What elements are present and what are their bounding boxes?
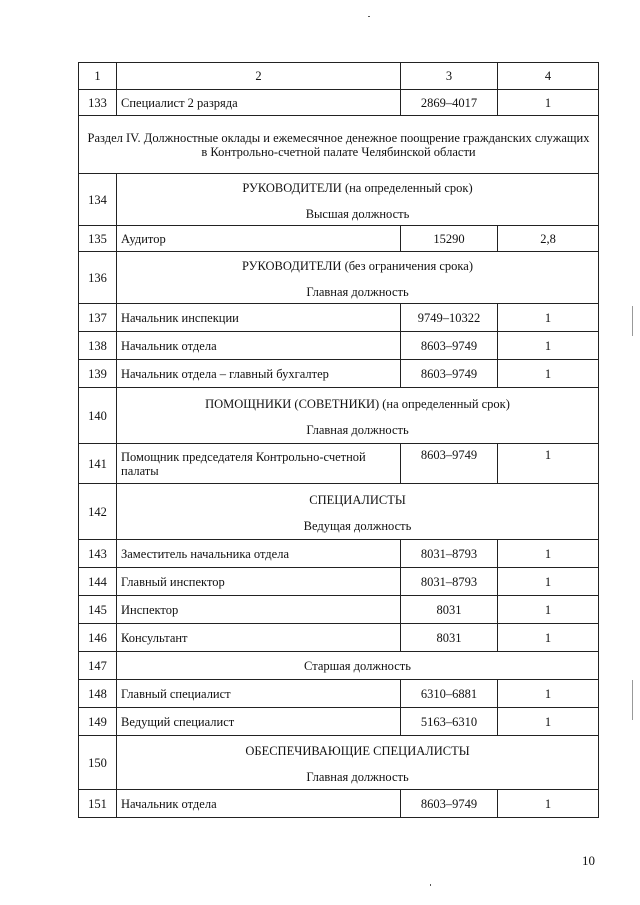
coefficient: 1 — [498, 790, 599, 818]
group-row — [79, 484, 599, 540]
row-number: 133 — [79, 90, 117, 116]
row-number: 150 — [79, 736, 117, 790]
position-name: Главный специалист — [117, 680, 401, 708]
group-title: СПЕЦИАЛИСТЫ — [309, 492, 406, 507]
table-row — [79, 790, 599, 818]
section-row — [79, 116, 599, 174]
salary-range: 5163–6310 — [401, 708, 498, 736]
scan-speck — [632, 680, 633, 720]
table-row — [79, 680, 599, 708]
row-number: 147 — [79, 652, 117, 680]
row-number: 142 — [79, 484, 117, 540]
salary-range: 8603–9749 — [401, 444, 498, 484]
group-row — [79, 252, 599, 304]
section-title: Раздел IV. Должностные оклады и ежемесячное денежное поощрение гражданских служащих в Контрольно-счетной палате Челябинской области — [79, 116, 599, 174]
position-name: Начальник отдела — [117, 790, 401, 818]
col-header-3: 3 — [401, 63, 498, 90]
coefficient: 1 — [498, 444, 599, 484]
group-row — [79, 652, 599, 680]
coefficient: 1 — [498, 596, 599, 624]
row-number: 138 — [79, 332, 117, 360]
salary-range: 8603–9749 — [401, 360, 498, 388]
row-number: 141 — [79, 444, 117, 484]
row-number: 137 — [79, 304, 117, 332]
group-row — [79, 388, 599, 444]
col-header-1: 1 — [79, 63, 117, 90]
position-name: Ведущий специалист — [117, 708, 401, 736]
coefficient: 1 — [498, 360, 599, 388]
salary-table — [78, 62, 599, 818]
table-row — [79, 304, 599, 332]
page-number: 10 — [582, 853, 595, 868]
group-title: ОБЕСПЕЧИВАЮЩИЕ СПЕЦИАЛИСТЫ — [245, 743, 470, 758]
position-name: Аудитор — [117, 226, 401, 252]
group-title: РУКОВОДИТЕЛИ (на определенный срок) — [242, 180, 473, 195]
coefficient: 1 — [498, 304, 599, 332]
group-cell — [117, 252, 599, 304]
salary-range: 8031 — [401, 624, 498, 652]
row-number: 148 — [79, 680, 117, 708]
salary-range: 8031–8793 — [401, 540, 498, 568]
table-row — [79, 568, 599, 596]
table-row — [79, 596, 599, 624]
coefficient: 1 — [498, 708, 599, 736]
row-number: 135 — [79, 226, 117, 252]
group-title: РУКОВОДИТЕЛИ (без ограничения срока) — [242, 258, 473, 273]
position-name: Специалист 2 разряда — [117, 90, 401, 116]
coefficient: 1 — [498, 540, 599, 568]
salary-range: 8031–8793 — [401, 568, 498, 596]
coefficient: 1 — [498, 568, 599, 596]
table-row — [79, 540, 599, 568]
position-level: Ведущая должность — [303, 518, 412, 533]
row-number: 134 — [79, 174, 117, 226]
row-number: 149 — [79, 708, 117, 736]
position-level: Главная должность — [306, 422, 409, 437]
table-row — [79, 226, 599, 252]
salary-range: 8031 — [401, 596, 498, 624]
col-header-2: 2 — [117, 63, 401, 90]
row-number: 144 — [79, 568, 117, 596]
scan-speck — [368, 16, 370, 17]
position-name: Начальник отдела – главный бухгалтер — [117, 360, 401, 388]
table-row — [79, 332, 599, 360]
position-name: Помощник председателя Контрольно-счетной палаты — [117, 444, 401, 484]
position-name: Заместитель начальника отдела — [117, 540, 401, 568]
salary-range: 8603–9749 — [401, 332, 498, 360]
coefficient: 1 — [498, 624, 599, 652]
row-number: 139 — [79, 360, 117, 388]
table-row — [79, 90, 599, 116]
group-cell — [117, 484, 599, 540]
row-number: 136 — [79, 252, 117, 304]
position-name: Начальник отдела — [117, 332, 401, 360]
position-level: Главная должность — [306, 769, 409, 784]
salary-range: 9749–10322 — [401, 304, 498, 332]
group-title: ПОМОЩНИКИ (СОВЕТНИКИ) (на определенный срок) — [205, 396, 510, 411]
salary-range: 6310–6881 — [401, 680, 498, 708]
group-cell — [117, 174, 599, 226]
position-level: Главная должность — [306, 284, 409, 299]
salary-range: 15290 — [401, 226, 498, 252]
col-header-4: 4 — [498, 63, 599, 90]
coefficient: 1 — [498, 332, 599, 360]
row-number: 146 — [79, 624, 117, 652]
coefficient: 2,8 — [498, 226, 599, 252]
row-number: 143 — [79, 540, 117, 568]
header-row — [79, 63, 599, 90]
table-row — [79, 444, 599, 484]
table-row — [79, 360, 599, 388]
position-level: Старшая должность — [117, 652, 599, 680]
position-level: Высшая должность — [305, 206, 410, 221]
row-number: 140 — [79, 388, 117, 444]
position-name: Инспектор — [117, 596, 401, 624]
scan-speck — [632, 306, 633, 336]
coefficient: 1 — [498, 90, 599, 116]
position-name: Начальник инспекции — [117, 304, 401, 332]
position-name: Консультант — [117, 624, 401, 652]
table-row — [79, 624, 599, 652]
salary-range: 8603–9749 — [401, 790, 498, 818]
salary-range: 2869–4017 — [401, 90, 498, 116]
group-row — [79, 174, 599, 226]
row-number: 145 — [79, 596, 117, 624]
coefficient: 1 — [498, 680, 599, 708]
group-row — [79, 736, 599, 790]
group-cell — [117, 388, 599, 444]
row-number: 151 — [79, 790, 117, 818]
position-name: Главный инспектор — [117, 568, 401, 596]
table-row — [79, 708, 599, 736]
scan-speck — [430, 884, 431, 886]
group-cell — [117, 736, 599, 790]
